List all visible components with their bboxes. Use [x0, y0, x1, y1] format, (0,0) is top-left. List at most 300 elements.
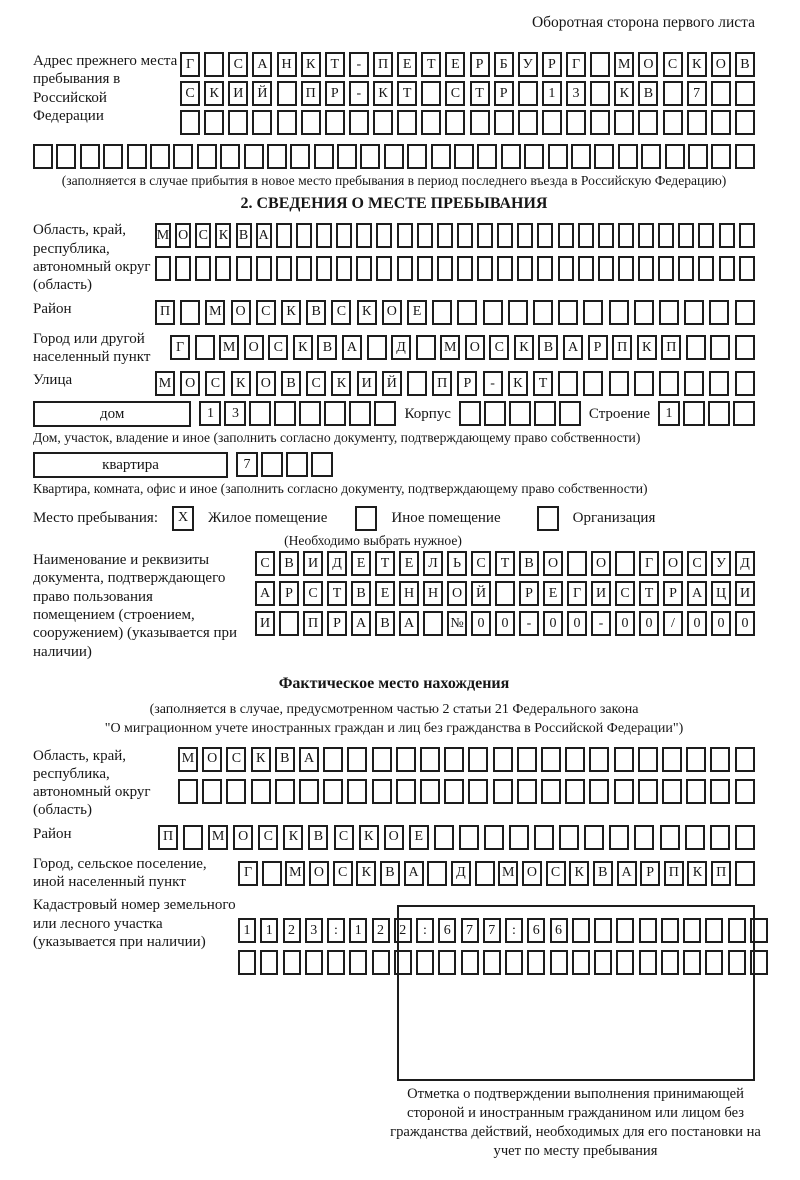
- char-cell[interactable]: [609, 825, 629, 850]
- char-cell[interactable]: К: [514, 335, 534, 360]
- char-cell[interactable]: [56, 144, 76, 169]
- char-cell[interactable]: П: [158, 825, 178, 850]
- char-cell[interactable]: В: [380, 861, 400, 886]
- char-cell[interactable]: 7: [236, 452, 258, 477]
- char-cell[interactable]: [614, 110, 634, 135]
- char-cell[interactable]: [517, 747, 537, 772]
- char-cell[interactable]: [376, 256, 392, 281]
- char-cell[interactable]: [517, 256, 533, 281]
- char-cell[interactable]: О: [591, 551, 611, 576]
- char-cell[interactable]: С: [615, 581, 635, 606]
- char-cell[interactable]: [618, 256, 634, 281]
- char-cell[interactable]: О: [256, 371, 276, 396]
- char-cell[interactable]: [360, 144, 380, 169]
- residential-checkbox[interactable]: X: [172, 506, 194, 531]
- char-cell[interactable]: К: [281, 300, 301, 325]
- char-cell[interactable]: [658, 256, 674, 281]
- char-cell[interactable]: Р: [325, 81, 345, 106]
- char-cell[interactable]: [509, 401, 531, 426]
- char-cell[interactable]: [663, 110, 683, 135]
- char-cell[interactable]: И: [591, 581, 611, 606]
- char-cell[interactable]: [274, 401, 296, 426]
- char-cell[interactable]: 0: [711, 611, 731, 636]
- char-cell[interactable]: Т: [421, 52, 441, 77]
- char-cell[interactable]: О: [711, 52, 731, 77]
- char-cell[interactable]: Г: [170, 335, 190, 360]
- char-cell[interactable]: [396, 747, 416, 772]
- char-cell[interactable]: [457, 300, 477, 325]
- char-cell[interactable]: Е: [407, 300, 427, 325]
- char-cell[interactable]: О: [180, 371, 200, 396]
- char-cell[interactable]: [739, 256, 755, 281]
- char-cell[interactable]: [663, 81, 683, 106]
- char-cell[interactable]: А: [252, 52, 272, 77]
- char-cell[interactable]: А: [351, 611, 371, 636]
- char-cell[interactable]: 1: [542, 81, 562, 106]
- char-cell[interactable]: В: [236, 223, 252, 248]
- char-cell[interactable]: И: [357, 371, 377, 396]
- char-cell[interactable]: С: [226, 747, 246, 772]
- char-cell[interactable]: [183, 825, 203, 850]
- char-cell[interactable]: [373, 110, 393, 135]
- char-cell[interactable]: [262, 861, 282, 886]
- char-cell[interactable]: :: [505, 918, 523, 943]
- char-cell[interactable]: Т: [375, 551, 395, 576]
- char-cell[interactable]: 0: [471, 611, 491, 636]
- char-cell[interactable]: С: [258, 825, 278, 850]
- char-cell[interactable]: [578, 223, 594, 248]
- char-cell[interactable]: [475, 861, 495, 886]
- char-cell[interactable]: Л: [423, 551, 443, 576]
- char-cell[interactable]: [684, 371, 704, 396]
- char-cell[interactable]: М: [614, 52, 634, 77]
- char-cell[interactable]: К: [687, 861, 707, 886]
- char-cell[interactable]: 0: [495, 611, 515, 636]
- house-type-box[interactable]: дом: [33, 401, 191, 427]
- char-cell[interactable]: Г: [238, 861, 258, 886]
- char-cell[interactable]: [735, 81, 755, 106]
- char-cell[interactable]: [417, 223, 433, 248]
- char-cell[interactable]: [493, 779, 513, 804]
- char-cell[interactable]: [634, 300, 654, 325]
- char-cell[interactable]: 2: [283, 918, 301, 943]
- char-cell[interactable]: [618, 223, 634, 248]
- char-cell[interactable]: [590, 81, 610, 106]
- char-cell[interactable]: [407, 144, 427, 169]
- char-cell[interactable]: [638, 747, 658, 772]
- char-cell[interactable]: Р: [588, 335, 608, 360]
- char-cell[interactable]: [459, 825, 479, 850]
- char-cell[interactable]: [457, 256, 473, 281]
- char-cell[interactable]: К: [283, 825, 303, 850]
- char-cell[interactable]: К: [508, 371, 528, 396]
- char-cell[interactable]: [565, 747, 585, 772]
- char-cell[interactable]: Й: [382, 371, 402, 396]
- char-cell[interactable]: М: [155, 371, 175, 396]
- char-cell[interactable]: :: [416, 918, 434, 943]
- char-cell[interactable]: 1: [658, 401, 680, 426]
- char-cell[interactable]: [687, 110, 707, 135]
- char-cell[interactable]: [267, 144, 287, 169]
- char-cell[interactable]: В: [306, 300, 326, 325]
- char-cell[interactable]: [662, 779, 682, 804]
- char-cell[interactable]: [444, 747, 464, 772]
- char-cell[interactable]: П: [373, 52, 393, 77]
- char-cell[interactable]: [493, 747, 513, 772]
- char-cell[interactable]: К: [215, 223, 231, 248]
- char-cell[interactable]: [541, 779, 561, 804]
- char-cell[interactable]: [497, 256, 513, 281]
- char-cell[interactable]: [710, 747, 730, 772]
- char-cell[interactable]: [638, 223, 654, 248]
- char-cell[interactable]: [236, 256, 252, 281]
- char-cell[interactable]: [260, 950, 278, 975]
- char-cell[interactable]: О: [175, 223, 191, 248]
- char-cell[interactable]: /: [663, 611, 683, 636]
- char-cell[interactable]: [708, 401, 730, 426]
- char-cell[interactable]: [594, 144, 614, 169]
- char-cell[interactable]: С: [334, 825, 354, 850]
- char-cell[interactable]: А: [342, 335, 362, 360]
- char-cell[interactable]: Н: [423, 581, 443, 606]
- char-cell[interactable]: М: [219, 335, 239, 360]
- char-cell[interactable]: [220, 144, 240, 169]
- char-cell[interactable]: [454, 144, 474, 169]
- char-cell[interactable]: [372, 779, 392, 804]
- char-cell[interactable]: [660, 825, 680, 850]
- char-cell[interactable]: Д: [451, 861, 471, 886]
- char-cell[interactable]: 1: [349, 918, 367, 943]
- char-cell[interactable]: М: [440, 335, 460, 360]
- char-cell[interactable]: С: [205, 371, 225, 396]
- char-cell[interactable]: [173, 144, 193, 169]
- char-cell[interactable]: [316, 223, 332, 248]
- char-cell[interactable]: А: [687, 581, 707, 606]
- char-cell[interactable]: [477, 223, 493, 248]
- char-cell[interactable]: [484, 825, 504, 850]
- char-cell[interactable]: [686, 335, 706, 360]
- char-cell[interactable]: [688, 144, 708, 169]
- char-cell[interactable]: 0: [543, 611, 563, 636]
- char-cell[interactable]: С: [546, 861, 566, 886]
- char-cell[interactable]: И: [303, 551, 323, 576]
- char-cell[interactable]: [251, 779, 271, 804]
- char-cell[interactable]: [495, 581, 515, 606]
- char-cell[interactable]: [590, 52, 610, 77]
- char-cell[interactable]: [638, 256, 654, 281]
- char-cell[interactable]: В: [308, 825, 328, 850]
- char-cell[interactable]: 6: [438, 918, 456, 943]
- char-cell[interactable]: [301, 110, 321, 135]
- char-cell[interactable]: -: [349, 52, 369, 77]
- char-cell[interactable]: [710, 335, 730, 360]
- char-cell[interactable]: Г: [639, 551, 659, 576]
- char-cell[interactable]: [431, 144, 451, 169]
- char-cell[interactable]: [283, 950, 301, 975]
- char-cell[interactable]: 6: [527, 918, 545, 943]
- char-cell[interactable]: К: [569, 861, 589, 886]
- char-cell[interactable]: Т: [325, 52, 345, 77]
- char-cell[interactable]: [641, 144, 661, 169]
- char-cell[interactable]: [614, 747, 634, 772]
- char-cell[interactable]: [638, 110, 658, 135]
- char-cell[interactable]: [609, 300, 629, 325]
- char-cell[interactable]: [735, 110, 755, 135]
- char-cell[interactable]: [686, 779, 706, 804]
- char-cell[interactable]: [584, 825, 604, 850]
- char-cell[interactable]: [397, 223, 413, 248]
- char-cell[interactable]: А: [404, 861, 424, 886]
- char-cell[interactable]: П: [612, 335, 632, 360]
- char-cell[interactable]: М: [285, 861, 305, 886]
- char-cell[interactable]: [533, 300, 553, 325]
- char-cell[interactable]: К: [293, 335, 313, 360]
- char-cell[interactable]: 2: [394, 918, 412, 943]
- char-cell[interactable]: [719, 223, 735, 248]
- char-cell[interactable]: [324, 401, 346, 426]
- char-cell[interactable]: [180, 110, 200, 135]
- char-cell[interactable]: Р: [279, 581, 299, 606]
- char-cell[interactable]: [423, 611, 443, 636]
- char-cell[interactable]: Р: [640, 861, 660, 886]
- char-cell[interactable]: [711, 81, 731, 106]
- char-cell[interactable]: [497, 223, 513, 248]
- char-cell[interactable]: К: [373, 81, 393, 106]
- char-cell[interactable]: [614, 779, 634, 804]
- char-cell[interactable]: [477, 144, 497, 169]
- char-cell[interactable]: [444, 779, 464, 804]
- char-cell[interactable]: Р: [494, 81, 514, 106]
- char-cell[interactable]: [709, 371, 729, 396]
- char-cell[interactable]: [277, 81, 297, 106]
- char-cell[interactable]: Д: [735, 551, 755, 576]
- char-cell[interactable]: [618, 144, 638, 169]
- char-cell[interactable]: П: [664, 861, 684, 886]
- char-cell[interactable]: Е: [445, 52, 465, 77]
- char-cell[interactable]: [197, 144, 217, 169]
- char-cell[interactable]: [336, 256, 352, 281]
- char-cell[interactable]: 3: [305, 918, 323, 943]
- char-cell[interactable]: [356, 223, 372, 248]
- char-cell[interactable]: К: [359, 825, 379, 850]
- char-cell[interactable]: [739, 223, 755, 248]
- char-cell[interactable]: [417, 256, 433, 281]
- char-cell[interactable]: [127, 144, 147, 169]
- char-cell[interactable]: П: [301, 81, 321, 106]
- char-cell[interactable]: :: [327, 918, 345, 943]
- char-cell[interactable]: [337, 144, 357, 169]
- char-cell[interactable]: [468, 747, 488, 772]
- char-cell[interactable]: [316, 256, 332, 281]
- char-cell[interactable]: 7: [461, 918, 479, 943]
- char-cell[interactable]: [684, 300, 704, 325]
- char-cell[interactable]: В: [281, 371, 301, 396]
- organization-checkbox[interactable]: [537, 506, 559, 531]
- char-cell[interactable]: Д: [327, 551, 347, 576]
- char-cell[interactable]: 1: [199, 401, 221, 426]
- char-cell[interactable]: [590, 110, 610, 135]
- char-cell[interactable]: [437, 223, 453, 248]
- char-cell[interactable]: [662, 747, 682, 772]
- char-cell[interactable]: Ь: [447, 551, 467, 576]
- char-cell[interactable]: Р: [327, 611, 347, 636]
- char-cell[interactable]: [559, 825, 579, 850]
- char-cell[interactable]: 1: [260, 918, 278, 943]
- char-cell[interactable]: [733, 401, 755, 426]
- char-cell[interactable]: [437, 256, 453, 281]
- char-cell[interactable]: [238, 950, 256, 975]
- char-cell[interactable]: О: [233, 825, 253, 850]
- char-cell[interactable]: [735, 144, 755, 169]
- char-cell[interactable]: Й: [252, 81, 272, 106]
- char-cell[interactable]: [325, 110, 345, 135]
- char-cell[interactable]: [559, 401, 581, 426]
- char-cell[interactable]: [583, 300, 603, 325]
- char-cell[interactable]: 1: [238, 918, 256, 943]
- char-cell[interactable]: А: [299, 747, 319, 772]
- char-cell[interactable]: А: [255, 581, 275, 606]
- char-cell[interactable]: Р: [663, 581, 683, 606]
- char-cell[interactable]: [659, 371, 679, 396]
- apartment-type-box[interactable]: квартира: [33, 452, 228, 478]
- char-cell[interactable]: [180, 300, 200, 325]
- char-cell[interactable]: [397, 256, 413, 281]
- char-cell[interactable]: 0: [567, 611, 587, 636]
- char-cell[interactable]: О: [202, 747, 222, 772]
- char-cell[interactable]: -: [591, 611, 611, 636]
- char-cell[interactable]: 7: [687, 81, 707, 106]
- char-cell[interactable]: А: [617, 861, 637, 886]
- char-cell[interactable]: В: [375, 611, 395, 636]
- char-cell[interactable]: О: [465, 335, 485, 360]
- char-cell[interactable]: [33, 144, 53, 169]
- char-cell[interactable]: А: [256, 223, 272, 248]
- char-cell[interactable]: [397, 110, 417, 135]
- char-cell[interactable]: [249, 401, 271, 426]
- char-cell[interactable]: С: [180, 81, 200, 106]
- char-cell[interactable]: -: [349, 81, 369, 106]
- char-cell[interactable]: Б: [494, 52, 514, 77]
- char-cell[interactable]: -: [519, 611, 539, 636]
- char-cell[interactable]: [376, 223, 392, 248]
- char-cell[interactable]: 0: [615, 611, 635, 636]
- char-cell[interactable]: О: [522, 861, 542, 886]
- char-cell[interactable]: Е: [397, 52, 417, 77]
- char-cell[interactable]: [432, 300, 452, 325]
- char-cell[interactable]: [548, 144, 568, 169]
- char-cell[interactable]: К: [356, 861, 376, 886]
- char-cell[interactable]: О: [382, 300, 402, 325]
- char-cell[interactable]: [483, 300, 503, 325]
- char-cell[interactable]: В: [735, 52, 755, 77]
- char-cell[interactable]: [518, 110, 538, 135]
- char-cell[interactable]: [349, 110, 369, 135]
- char-cell[interactable]: С: [445, 81, 465, 106]
- char-cell[interactable]: В: [317, 335, 337, 360]
- char-cell[interactable]: [698, 223, 714, 248]
- char-cell[interactable]: [558, 300, 578, 325]
- char-cell[interactable]: [327, 950, 345, 975]
- char-cell[interactable]: Г: [566, 52, 586, 77]
- char-cell[interactable]: [80, 144, 100, 169]
- char-cell[interactable]: [421, 81, 441, 106]
- char-cell[interactable]: [468, 779, 488, 804]
- char-cell[interactable]: [589, 779, 609, 804]
- char-cell[interactable]: К: [251, 747, 271, 772]
- char-cell[interactable]: [518, 81, 538, 106]
- char-cell[interactable]: [244, 144, 264, 169]
- char-cell[interactable]: [678, 256, 694, 281]
- char-cell[interactable]: [534, 825, 554, 850]
- char-cell[interactable]: М: [178, 747, 198, 772]
- char-cell[interactable]: [420, 747, 440, 772]
- char-cell[interactable]: [566, 110, 586, 135]
- char-cell[interactable]: [598, 256, 614, 281]
- char-cell[interactable]: Т: [397, 81, 417, 106]
- char-cell[interactable]: К: [204, 81, 224, 106]
- char-cell[interactable]: [634, 825, 654, 850]
- char-cell[interactable]: О: [663, 551, 683, 576]
- char-cell[interactable]: О: [447, 581, 467, 606]
- char-cell[interactable]: [228, 110, 248, 135]
- char-cell[interactable]: [445, 110, 465, 135]
- char-cell[interactable]: С: [687, 551, 707, 576]
- char-cell[interactable]: [735, 779, 755, 804]
- char-cell[interactable]: П: [432, 371, 452, 396]
- char-cell[interactable]: [204, 52, 224, 77]
- char-cell[interactable]: [735, 371, 755, 396]
- char-cell[interactable]: [710, 825, 730, 850]
- char-cell[interactable]: К: [331, 371, 351, 396]
- char-cell[interactable]: [598, 223, 614, 248]
- char-cell[interactable]: К: [357, 300, 377, 325]
- char-cell[interactable]: [678, 223, 694, 248]
- char-cell[interactable]: 0: [687, 611, 707, 636]
- char-cell[interactable]: К: [301, 52, 321, 77]
- char-cell[interactable]: [534, 401, 556, 426]
- char-cell[interactable]: [384, 144, 404, 169]
- char-cell[interactable]: [372, 950, 390, 975]
- char-cell[interactable]: С: [471, 551, 491, 576]
- char-cell[interactable]: [508, 300, 528, 325]
- char-cell[interactable]: [537, 223, 553, 248]
- char-cell[interactable]: [459, 401, 481, 426]
- char-cell[interactable]: С: [331, 300, 351, 325]
- char-cell[interactable]: В: [279, 551, 299, 576]
- char-cell[interactable]: [558, 256, 574, 281]
- char-cell[interactable]: [275, 779, 295, 804]
- char-cell[interactable]: С: [195, 223, 211, 248]
- char-cell[interactable]: Г: [180, 52, 200, 77]
- char-cell[interactable]: [542, 110, 562, 135]
- char-cell[interactable]: С: [489, 335, 509, 360]
- char-cell[interactable]: Т: [495, 551, 515, 576]
- char-cell[interactable]: [517, 779, 537, 804]
- char-cell[interactable]: [735, 747, 755, 772]
- char-cell[interactable]: [565, 779, 585, 804]
- char-cell[interactable]: [567, 551, 587, 576]
- char-cell[interactable]: Р: [542, 52, 562, 77]
- char-cell[interactable]: [305, 950, 323, 975]
- char-cell[interactable]: [517, 223, 533, 248]
- char-cell[interactable]: С: [255, 551, 275, 576]
- char-cell[interactable]: [659, 300, 679, 325]
- char-cell[interactable]: С: [268, 335, 288, 360]
- char-cell[interactable]: [299, 779, 319, 804]
- char-cell[interactable]: Н: [277, 52, 297, 77]
- char-cell[interactable]: 2: [372, 918, 390, 943]
- char-cell[interactable]: [685, 825, 705, 850]
